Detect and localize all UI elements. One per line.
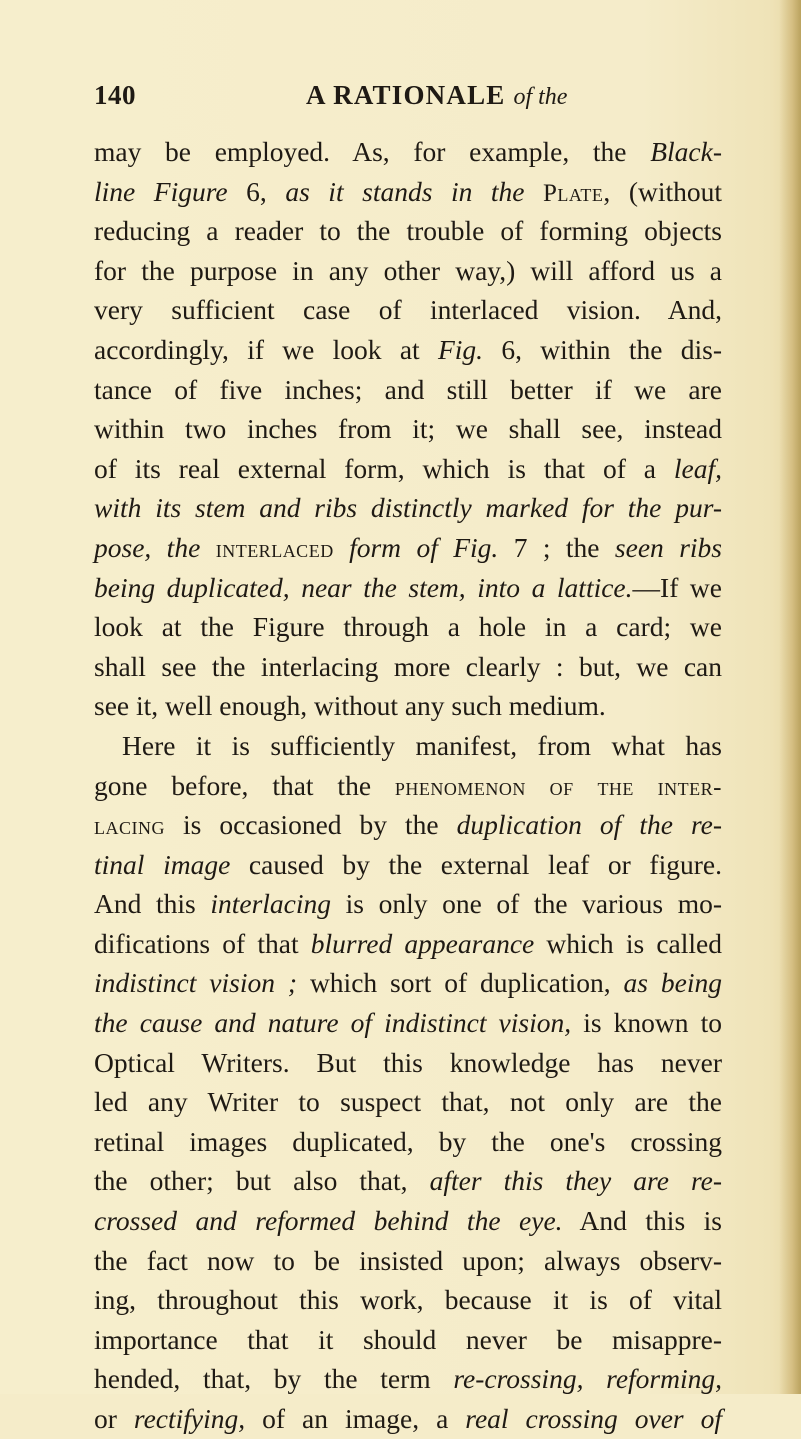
- text-line: [94, 845, 722, 885]
- text-segment: leaf,: [673, 452, 722, 484]
- text-segment: tinal image: [94, 848, 231, 880]
- text-segment: 7 ; the: [498, 531, 615, 563]
- text-line: [94, 290, 722, 330]
- text-segment: retinal images duplicated, by the one's crossing: [94, 1125, 722, 1157]
- text-line: [94, 370, 722, 410]
- text-segment: as it stands in the: [285, 175, 525, 207]
- page-edge-shadow: [779, 0, 801, 1394]
- text-segment: after this they are re-: [429, 1165, 723, 1197]
- running-title: [306, 80, 567, 111]
- text-segment: phenomenon of the inter-: [394, 773, 722, 801]
- text-segment: very sufficient case of interlaced vision. And,: [94, 294, 722, 326]
- text-segment: Black-: [650, 136, 722, 167]
- text-line: [94, 568, 722, 608]
- text-line: [94, 1122, 722, 1162]
- text-segment: is known to: [571, 1007, 722, 1039]
- text-segment: Plate: [543, 179, 604, 207]
- text-line: [94, 607, 722, 647]
- text-segment: reducing a reader to the trouble of forming objects: [94, 215, 722, 247]
- text-line: [94, 647, 722, 687]
- text-segment: [524, 176, 543, 207]
- text-segment: ing, throughout this work, because it is of vital: [94, 1284, 722, 1316]
- text-line: [94, 1043, 722, 1083]
- text-segment: [334, 532, 349, 563]
- text-segment: accordingly, if we look at: [94, 333, 438, 365]
- text-line: [94, 449, 722, 489]
- text-segment: may be employed. As, for example, the: [94, 136, 651, 167]
- text-line: [94, 1320, 722, 1360]
- text-line: [94, 330, 722, 370]
- text-segment: within two inches from it; we shall see, instead: [94, 413, 722, 445]
- text-segment: as being: [623, 967, 722, 999]
- running-head: [94, 80, 734, 120]
- text-line: [94, 172, 722, 212]
- text-segment: importance that it should never be misappre-: [94, 1323, 722, 1355]
- text-line: [94, 211, 722, 251]
- text-line: [94, 409, 722, 449]
- text-line: [94, 1082, 722, 1122]
- text-line: [94, 686, 722, 726]
- text-line: [94, 1003, 722, 1043]
- text-segment: for the purpose in any other way,) will afford us a: [94, 254, 722, 286]
- text-line: [94, 924, 722, 964]
- text-segment: And this: [94, 888, 211, 920]
- text-segment: the fact now to be insisted upon; always observ-: [94, 1244, 722, 1276]
- text-segment: interlacing: [210, 888, 332, 920]
- text-segment: real crossing over of: [465, 1403, 722, 1434]
- text-line: [94, 1241, 722, 1281]
- text-segment: look at the Figure through a hole in a card; we: [94, 611, 722, 643]
- text-segment: with its stem and ribs distinctly marked for the pur-: [94, 492, 722, 524]
- text-segment: the cause and nature of indistinct vision,: [94, 1007, 572, 1039]
- text-segment: difications of that: [94, 927, 311, 959]
- text-segment: blurred appearance: [310, 927, 535, 959]
- text-line: [94, 766, 722, 806]
- text-segment: shall see the interlacing more clearly : but, we can: [94, 650, 722, 682]
- text-segment: lacing: [94, 813, 165, 841]
- text-segment: or: [94, 1403, 134, 1434]
- text-segment: pose, the: [94, 531, 201, 563]
- text-line: [94, 884, 722, 924]
- text-segment: is only one of the various mo-: [331, 888, 723, 920]
- text-line: [94, 528, 722, 568]
- text-line: [94, 726, 722, 766]
- text-segment: And this is: [562, 1205, 722, 1237]
- text-segment: tance of five inches; and still better if we are: [94, 373, 722, 405]
- text-segment: Optical Writers. But this knowledge has never: [94, 1046, 722, 1078]
- text-segment: indistinct vision ;: [94, 967, 298, 999]
- text-segment: re-crossing, reforming,: [453, 1363, 722, 1395]
- text-segment: —If we: [632, 571, 722, 603]
- text-segment: duplication of the re-: [456, 809, 722, 841]
- running-title-caps: A RATIONALE: [306, 80, 506, 110]
- text-segment: crossed and reformed behind the eye.: [94, 1205, 563, 1237]
- text-segment: rectifying,: [133, 1403, 246, 1434]
- text-segment: line Figure: [94, 175, 228, 207]
- text-segment: gone before, that the: [94, 769, 395, 801]
- text-segment: [200, 532, 215, 563]
- text-line: [94, 1161, 722, 1201]
- text-segment: of its real external form, which is that of a: [94, 452, 674, 484]
- text-line: [94, 1201, 722, 1241]
- text-line: [94, 1359, 722, 1399]
- text-segment: led any Writer to suspect that, not only are the: [94, 1086, 722, 1118]
- text-segment: Here it is sufficiently manifest, from what has: [122, 729, 722, 761]
- text-segment: 6, within the dis-: [483, 333, 722, 365]
- text-segment: seen ribs: [614, 531, 722, 563]
- text-segment: is occasioned by the: [165, 809, 457, 841]
- text-line: [94, 488, 722, 528]
- text-segment: interlaced: [215, 535, 334, 563]
- text-line: [94, 805, 722, 845]
- text-segment: form of Fig.: [349, 531, 499, 563]
- running-title-italic: of the: [513, 84, 568, 110]
- page-number: 140: [94, 80, 136, 110]
- text-segment: , (without: [603, 175, 723, 207]
- text-segment: Fig.: [437, 333, 484, 365]
- text-segment: of an image, a: [245, 1403, 466, 1434]
- text-line: [94, 1280, 722, 1320]
- text-line: [94, 132, 722, 172]
- text-segment: hended, that, by the term: [94, 1363, 454, 1395]
- text-line: [94, 963, 722, 1003]
- text-segment: see it, well enough, without any such medium.: [94, 690, 606, 722]
- text-segment: 6,: [227, 175, 286, 207]
- text-segment: the other; but also that,: [94, 1165, 430, 1197]
- text-line: [94, 1399, 722, 1439]
- text-line: [94, 251, 722, 291]
- text-segment: which is called: [534, 927, 722, 959]
- text-segment: which sort of duplication,: [297, 967, 624, 999]
- text-segment: being duplicated, near the stem, into a lattice.: [94, 571, 633, 603]
- body-text: [94, 132, 722, 1439]
- text-segment: caused by the external leaf or figure.: [230, 848, 722, 880]
